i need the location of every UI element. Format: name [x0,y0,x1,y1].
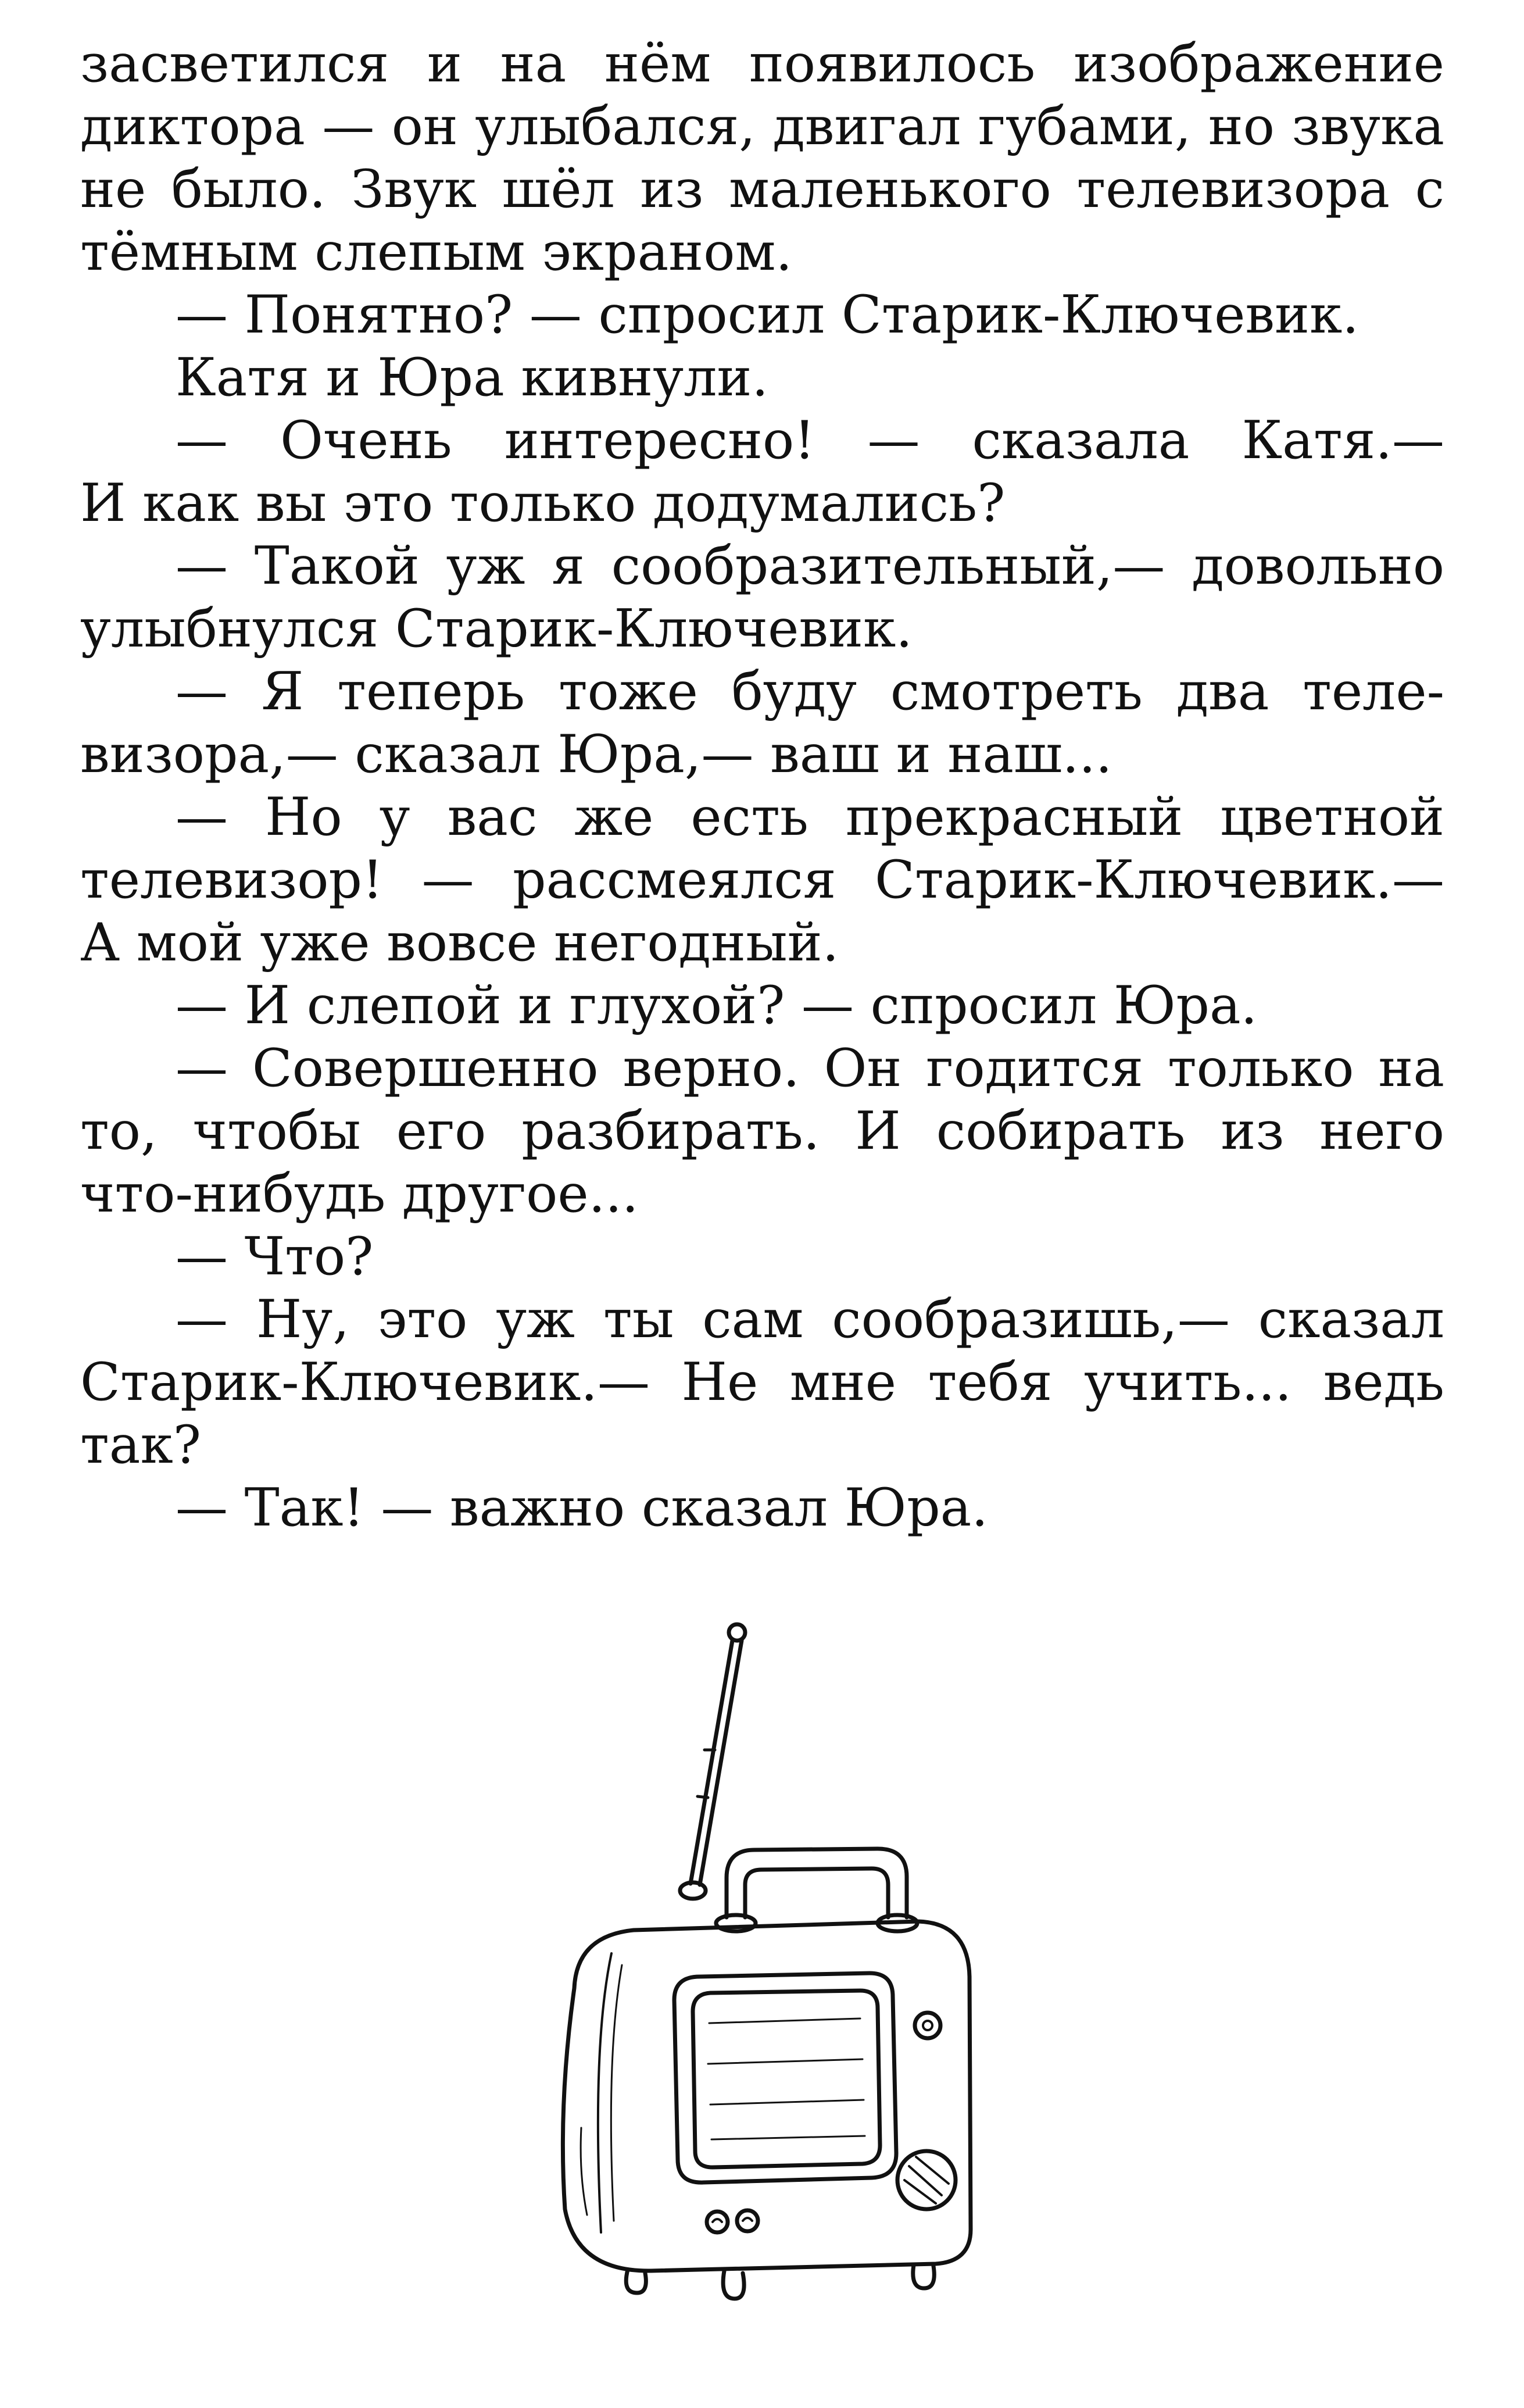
dialogue-line: — И слепой и глухой? — спросил Юра. [176,975,1258,1036]
antenna-tip [729,1624,745,1641]
button-detail [713,2218,752,2222]
small-knob [915,2013,940,2038]
portable-tv-icon [477,1605,1000,2360]
text-line: то, чтобы его разбирать. И собирать из него [80,1101,1444,1162]
control-button [737,2210,758,2231]
dialogue-line: — Такой уж я сообразительный,— довольно [176,535,1444,596]
dialogue-line: — Совершенно верно. Он годится только на [176,1038,1444,1099]
screen-scanline [708,2018,865,2139]
text-line: не было. Звук шёл из маленького телевизора с [80,159,1444,220]
dialogue-line: — Понятно? — спросил Старик-Ключевик. [176,284,1359,345]
text-line: визора,— сказал Юра,— ваш и наш... [80,724,1112,785]
carry-handle [727,1849,907,1917]
dialogue-line: — Я теперь тоже буду смотреть два теле- [176,661,1444,722]
text-line: телевизор! — рассмеялся Старик-Ключевик.— [80,849,1444,910]
text-line: тёмным слепым экраном. [80,221,793,283]
antenna-base [680,1882,706,1899]
tv-screen-bezel [674,1973,896,2182]
tv-screen [693,1991,880,2167]
text-line: улыбнулся Старик-Ключевик. [80,598,913,659]
dialogue-line: — Ну, это уж ты сам сообразишь,— сказал [176,1289,1444,1350]
tv-foot [913,2265,934,2288]
control-button [707,2211,728,2232]
tv-foot [723,2271,744,2299]
small-knob-center [923,2021,932,2030]
dialogue-line: — Что? [176,1226,374,1287]
text-line: Катя и Юра кивнули. [176,347,768,408]
text-line: И как вы это только додумались? [80,473,1006,534]
antenna-rod [691,1641,742,1885]
text-line: что-нибудь другое... [80,1163,639,1224]
text-line: А мой уже вовсе негодный. [80,912,839,973]
text-line: так? [80,1414,201,1475]
text-line: засветился и на нём появилось изображение [80,33,1444,94]
text-line: диктора — он улыбался, двигал губами, но звука [80,96,1444,157]
body-shading [611,1965,622,2221]
knob-hatching [904,2157,949,2203]
text-line: Старик-Ключевик.— Не мне тебя учить... ведь [80,1352,1444,1413]
tv-foot [626,2270,646,2293]
dialogue-line: — Так! — важно сказал Юра. [176,1477,988,1538]
carry-handle-inner [745,1868,888,1917]
body-shading [581,2128,587,2215]
body-shading [598,1953,611,2232]
dialogue-line: — Но у вас же есть прекрасный цветной [176,787,1444,848]
dialogue-line: — Очень интересно! — сказала Катя.— [176,410,1444,471]
